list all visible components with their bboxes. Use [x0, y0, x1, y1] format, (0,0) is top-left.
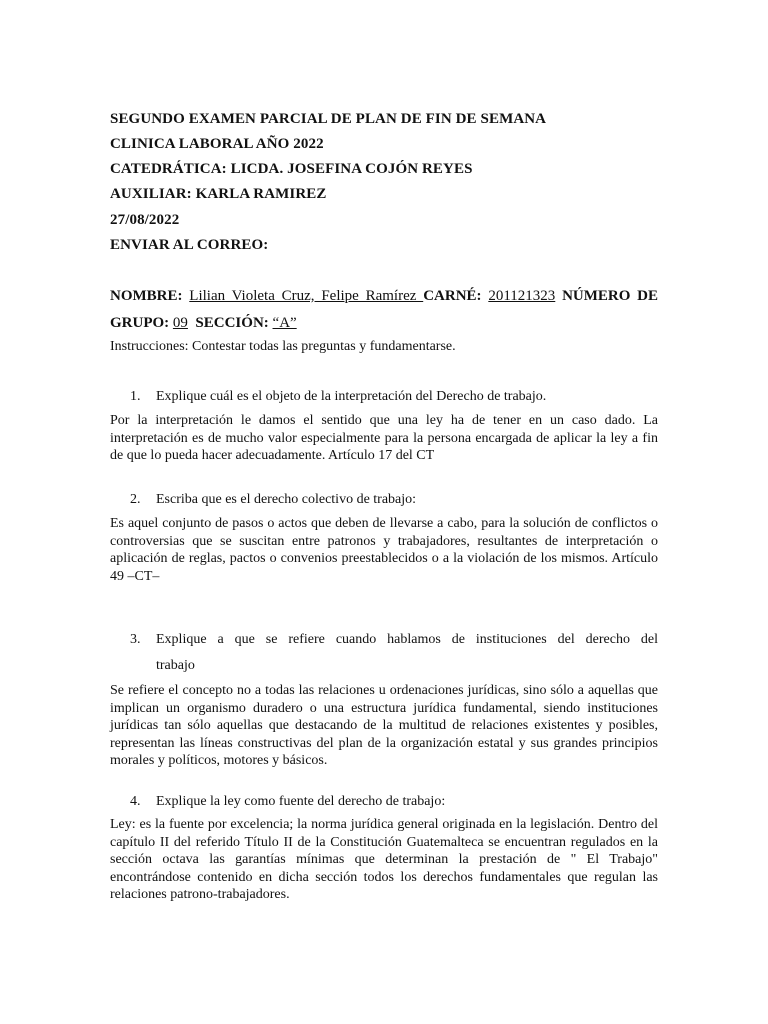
- question-number: 3.: [130, 632, 141, 647]
- answer-1: Por la interpretación le damos el sentido que una ley ha de tener en un caso dado. La interpretación es de mucho valor especialmente para la persona encargada de aplicar la ley a fin de que lo pueda hacer adecuadamente. Artículo 17 del CT: [110, 413, 658, 463]
- nombre-label: NOMBRE:: [110, 288, 183, 304]
- assistant-line: AUXILIAR: KARLA RAMIREZ: [110, 186, 327, 202]
- grupo-label: NÚMERO DE GRUPO:: [110, 288, 659, 331]
- seccion-label: SECCIÓN:: [195, 315, 269, 331]
- question-3: [130, 627, 658, 679]
- question-4: [130, 789, 658, 815]
- instructions: Instrucciones: Contestar todas las preguntas y fundamentarse.: [110, 339, 456, 354]
- grupo-value: 09: [172, 315, 188, 331]
- student-info: [110, 283, 658, 337]
- carne-value: 201121323: [488, 288, 556, 304]
- seccion-value: “A”: [272, 315, 297, 331]
- answer-2: Es aquel conjunto de pasos o actos que deben de llevarse a cabo, para la solución de conflictos o controversias que se suscitan entre patronos y trabajadores, resultantes de interpretación o aplicación de reglas, pactos o convenios preestablecidos o a la violación de los mismos. Artículo 49 –CT–: [110, 516, 658, 584]
- question-text: Escriba que es el derecho colectivo de trabajo:: [156, 492, 417, 507]
- course-name: CLINICA LABORAL AÑO 2022: [110, 136, 324, 152]
- carne-label: CARNÉ:: [423, 288, 482, 304]
- nombre-value: Lilian Violeta Cruz, Felipe Ramírez: [189, 288, 424, 304]
- question-text: Explique cuál es el objeto de la interpretación del Derecho de trabajo.: [156, 389, 547, 404]
- question-text: Explique a que se refiere cuando hablamos de instituciones del derecho del: [156, 632, 658, 647]
- question-text-continued: trabajo: [156, 658, 195, 673]
- answer-3: Se refiere el concepto no a todas las relaciones u ordenaciones jurídicas, sino sólo a aquellas que implican un organismo duradero o una estructura jurídica fundamental, siendo instituciones jurídicas tan sólo aquellas que destacando de la multitud de relaciones existentes y posibles, representan las líneas constructivas del plan de la organización estatal y sus grandes principios morales y políticos, motores y básicos.: [110, 683, 658, 768]
- question-1: [130, 384, 658, 410]
- professor-line: CATEDRÁTICA: LICDA. JOSEFINA COJÓN REYES: [110, 161, 473, 177]
- exam-title: SEGUNDO EXAMEN PARCIAL DE PLAN DE FIN DE SEMANA: [110, 111, 547, 127]
- question-2: [130, 487, 658, 513]
- question-number: 2.: [130, 492, 141, 507]
- exam-date: 27/08/2022: [110, 212, 180, 228]
- answer-4: Ley: es la fuente por excelencia; la norma jurídica general originada en la legislación. Dentro del capítulo II del referido Título II de la Constitución Guatemalteca se encuentran regulados en la sección octava las garantías mínimas que determinan la prestación de " El Trabajo" encontrándose contenido en dicha sección todos los derechos fundamentales que regulan las relaciones patrono-trabajadores.: [110, 817, 658, 902]
- question-number: 1.: [130, 389, 141, 404]
- question-text: Explique la ley como fuente del derecho de trabajo:: [156, 794, 446, 809]
- question-number: 4.: [130, 794, 141, 809]
- email-line: ENVIAR AL CORREO:: [110, 237, 269, 253]
